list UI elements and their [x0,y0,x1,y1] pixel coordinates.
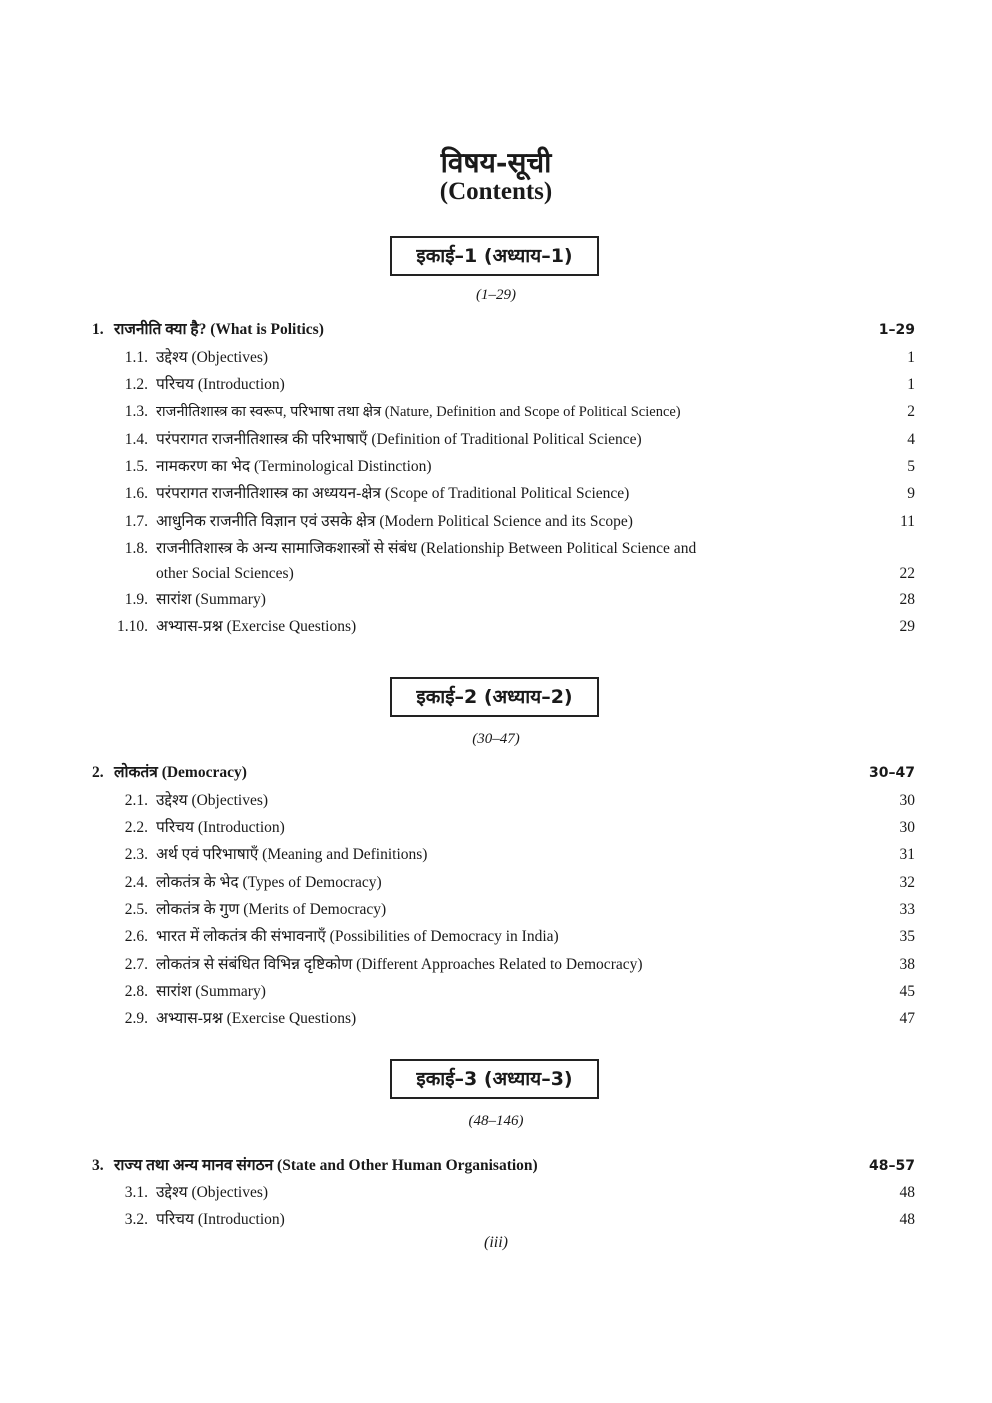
section-number: 1.5. [124,458,148,475]
toc-entry[interactable] [0,428,992,452]
chapter-number: 2. [92,764,104,781]
section-number: 2.1. [124,792,148,809]
section-page: 31 [899,846,915,863]
chapter-2-row[interactable] [0,761,992,785]
chapter-title: लोकतंत्र (Democracy) [114,764,247,781]
section-number: 1.3. [124,403,148,420]
toc-entry[interactable] [0,537,992,561]
section-number: 3.1. [124,1184,148,1201]
section-number: 2.3. [124,846,148,863]
section-title: नामकरण का भेद (Terminological Distinction) [156,458,432,475]
section-title: परंपरागत राजनीतिशास्त्र का अध्ययन-क्षेत्र (Scope of Traditional Political Science) [156,485,630,502]
section-number: 2.4. [124,874,148,891]
section-number: 2.2. [124,819,148,836]
section-page: 32 [899,874,915,891]
toc-entry[interactable] [0,400,992,424]
section-page: 4 [907,431,915,448]
section-title: उद्देश्य (Objectives) [156,1184,269,1201]
chapter-page-range: 1–29 [878,322,915,338]
unit-3-box: इकाई–3 (अध्याय–3) [390,1059,599,1099]
section-number: 1.1. [124,349,148,366]
section-number: 2.6. [124,928,148,945]
unit-2-range: (30–47) [472,731,520,747]
section-title: लोकतंत्र के भेद (Types of Democracy) [156,874,382,891]
toc-entry[interactable] [0,373,992,397]
section-number: 2.8. [124,983,148,1000]
unit-3-range: (48–146) [468,1113,524,1129]
toc-entry[interactable] [0,789,992,813]
section-page: 48 [899,1184,915,1201]
section-number: 1.10. [117,618,148,635]
toc-entry[interactable] [0,615,992,639]
chapter-title: राज्य तथा अन्य मानव संगठन (State and Other Human Organisation) [114,1157,538,1174]
section-page: 28 [899,591,915,608]
page-number-footer: (iii) [484,1234,508,1251]
section-title: परिचय (Introduction) [156,1211,285,1228]
section-title: परिचय (Introduction) [156,819,285,836]
section-number: 1.9. [124,591,148,608]
section-title: परंपरागत राजनीतिशास्त्र की परिभाषाएँ (Definition of Traditional Political Science) [156,431,642,448]
page-title-english: (Contents) [439,178,553,205]
section-page: 29 [899,618,915,635]
chapter-page-range: 48–57 [869,1158,915,1174]
toc-entry[interactable] [0,980,992,1004]
section-page: 1 [907,376,915,393]
section-page: 38 [899,956,915,973]
toc-entry[interactable] [0,510,992,534]
toc-entry[interactable] [0,1007,992,1031]
toc-entry-continuation[interactable] [0,562,992,586]
section-title: उद्देश्य (Objectives) [156,792,269,809]
section-number: 1.8. [124,540,148,557]
section-page: 11 [900,513,915,530]
section-page: 22 [899,565,915,582]
section-title: राजनीतिशास्त्र के अन्य सामाजिकशास्त्रों से संबंध (Relationship Between Political Science and [156,540,697,557]
section-page: 45 [899,983,915,1000]
section-page: 5 [907,458,915,475]
section-page: 30 [899,792,915,809]
section-page: 2 [907,403,915,420]
section-title-continued: other Social Sciences) [156,565,294,582]
section-title: लोकतंत्र के गुण (Merits of Democracy) [156,901,387,918]
toc-entry[interactable] [0,588,992,612]
section-title: उद्देश्य (Objectives) [156,349,269,366]
section-title: अभ्यास-प्रश्न (Exercise Questions) [156,618,357,635]
chapter-number: 3. [92,1157,104,1174]
section-page: 35 [899,928,915,945]
toc-entry[interactable] [0,455,992,479]
toc-entry[interactable] [0,816,992,840]
toc-entry[interactable] [0,843,992,867]
toc-entry[interactable] [0,1208,992,1232]
section-number: 1.6. [124,485,148,502]
section-page: 1 [907,349,915,366]
section-number: 3.2. [124,1211,148,1228]
section-number: 2.5. [124,901,148,918]
section-title: परिचय (Introduction) [156,376,285,393]
section-page: 48 [899,1211,915,1228]
section-number: 2.7. [124,956,148,973]
section-title: लोकतंत्र से संबंधित विभिन्न दृष्टिकोण (Different Approaches Related to Democracy) [156,956,643,973]
chapter-1-row[interactable] [0,318,992,342]
chapter-3-row[interactable] [0,1154,992,1178]
section-number: 1.7. [124,513,148,530]
chapter-title: राजनीति क्या है? (What is Politics) [114,321,324,338]
section-page: 30 [899,819,915,836]
page-title-hindi: विषय-सूची [440,146,552,179]
unit-1-box: इकाई–1 (अध्याय–1) [390,236,599,276]
toc-entry[interactable] [0,1181,992,1205]
toc-entry[interactable] [0,871,992,895]
chapter-page-range: 30–47 [869,765,915,781]
chapter-number: 1. [92,321,104,338]
toc-entry[interactable] [0,346,992,370]
section-page: 9 [907,485,915,502]
toc-entry[interactable] [0,898,992,922]
toc-entry[interactable] [0,925,992,949]
section-number: 1.4. [124,431,148,448]
section-title: अभ्यास-प्रश्न (Exercise Questions) [156,1010,357,1027]
section-number: 1.2. [124,376,148,393]
unit-1-range: (1–29) [476,287,516,303]
section-title: सारांश (Summary) [156,983,266,1000]
section-title: अर्थ एवं परिभाषाएँ (Meaning and Definitions) [156,846,428,863]
section-title: भारत में लोकतंत्र की संभावनाएँ (Possibilities of Democracy in India) [156,928,559,945]
section-title: सारांश (Summary) [156,591,266,608]
toc-entry[interactable] [0,482,992,506]
toc-entry[interactable] [0,953,992,977]
section-page: 33 [899,901,915,918]
section-title: राजनीतिशास्त्र का स्वरूप, परिभाषा तथा क्षेत्र (Nature, Definition and Scope of Political Science) [156,404,681,420]
section-title: आधुनिक राजनीति विज्ञान एवं उसके क्षेत्र (Modern Political Science and its Scope) [156,513,633,530]
unit-2-box: इकाई–2 (अध्याय–2) [390,677,599,717]
section-page: 47 [899,1010,915,1027]
section-number: 2.9. [124,1010,148,1027]
